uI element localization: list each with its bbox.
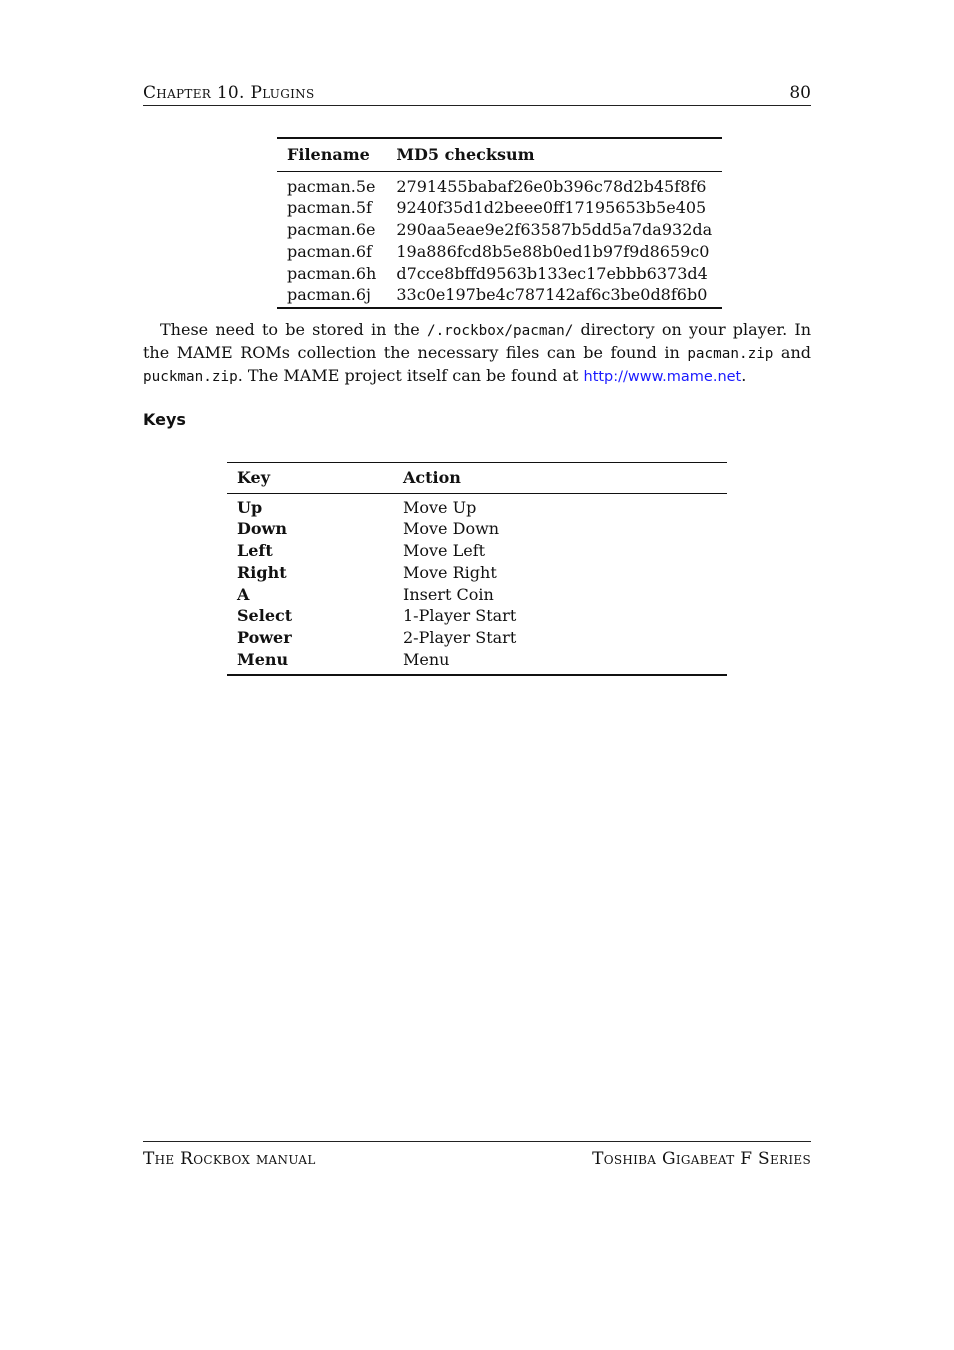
table-row — [277, 241, 722, 263]
filename-cell: pacman.5e — [287, 176, 376, 196]
keys-table-header-row — [227, 463, 727, 494]
key-cell: Select — [237, 606, 293, 626]
paragraph-text: . — [741, 366, 747, 385]
key-cell: Up — [237, 497, 263, 517]
key-cell: Right — [237, 562, 287, 582]
filename-cell: pacman.6f — [287, 241, 372, 261]
checksum-cell: 290aa5eae9e2f63587b5dd5a7da932da — [396, 220, 713, 240]
key-cell: A — [237, 584, 250, 604]
key-cell: Down — [237, 519, 287, 539]
section-title-keys: Keys — [143, 410, 186, 429]
table-row — [277, 197, 722, 219]
paragraph-text: . The MAME project itself can be found at — [237, 366, 584, 385]
checksum-cell: 2791455babaf26e0b396c78d2b45f8f6 — [396, 176, 707, 196]
action-cell: Move Up — [403, 497, 477, 517]
action-cell: 2-Player Start — [403, 627, 517, 647]
table-row — [277, 284, 722, 308]
action-cell: Insert Coin — [403, 584, 494, 604]
action-cell: Menu — [403, 649, 450, 669]
table-row — [227, 584, 727, 606]
paragraph-text: directory on your player. In the MAME ROMs collection the necessary files can be found in — [143, 320, 811, 362]
table-row — [277, 171, 722, 197]
column-header-action: Action — [403, 468, 461, 487]
footer-device-name: Toshiba Gigabeat F Series — [592, 1149, 811, 1169]
directory-path: /.rockbox/pacman/ — [426, 323, 574, 339]
paragraph-text: and — [773, 343, 812, 362]
table-row — [227, 540, 727, 562]
zip-filename: puckman.zip — [143, 369, 238, 385]
table-row — [277, 263, 722, 285]
checksum-cell: 9240f35d1d2beee0ff17195653b5e405 — [396, 198, 707, 218]
page-number: 80 — [789, 83, 811, 103]
checksum-cell: d7cce8bffd9563b133ec17ebbb6373d4 — [396, 263, 708, 283]
paragraph-text: These need to be stored in the — [160, 320, 427, 339]
action-cell: Move Left — [403, 541, 486, 561]
checksum-table-header-row — [277, 138, 722, 171]
column-header-filename: Filename — [287, 145, 370, 164]
table-row — [227, 605, 727, 627]
page-footer — [143, 1141, 811, 1172]
filename-cell: pacman.6h — [287, 263, 377, 283]
checksum-table — [277, 137, 722, 309]
action-cell: 1-Player Start — [403, 606, 517, 626]
chapter-title: Chapter 10. Plugins — [143, 83, 315, 103]
filename-cell: pacman.6j — [287, 285, 371, 305]
table-row — [227, 649, 727, 676]
column-header-key: Key — [237, 468, 271, 487]
checksum-cell: 33c0e197be4c787142af6c3be0d8f6b0 — [396, 285, 708, 305]
table-row — [227, 562, 727, 584]
column-header-md5: MD5 checksum — [396, 145, 535, 164]
zip-filename: pacman.zip — [687, 346, 774, 362]
key-cell: Menu — [237, 649, 289, 669]
action-cell: Move Right — [403, 562, 497, 582]
key-cell: Left — [237, 541, 273, 561]
footer-manual-title: The Rockbox manual — [143, 1149, 316, 1169]
table-row — [227, 627, 727, 649]
checksum-cell: 19a886fcd8b5e88b0ed1b97f9d8659c0 — [396, 241, 710, 261]
table-row — [227, 518, 727, 540]
filename-cell: pacman.6e — [287, 220, 376, 240]
action-cell: Move Down — [403, 519, 500, 539]
key-cell: Power — [237, 627, 292, 647]
instructions-paragraph — [143, 319, 811, 388]
table-row — [277, 219, 722, 241]
keys-table — [227, 462, 727, 676]
page-header — [143, 80, 811, 106]
mame-link[interactable]: http://www.mame.net — [583, 369, 742, 385]
filename-cell: pacman.5f — [287, 198, 372, 218]
table-row — [227, 493, 727, 518]
